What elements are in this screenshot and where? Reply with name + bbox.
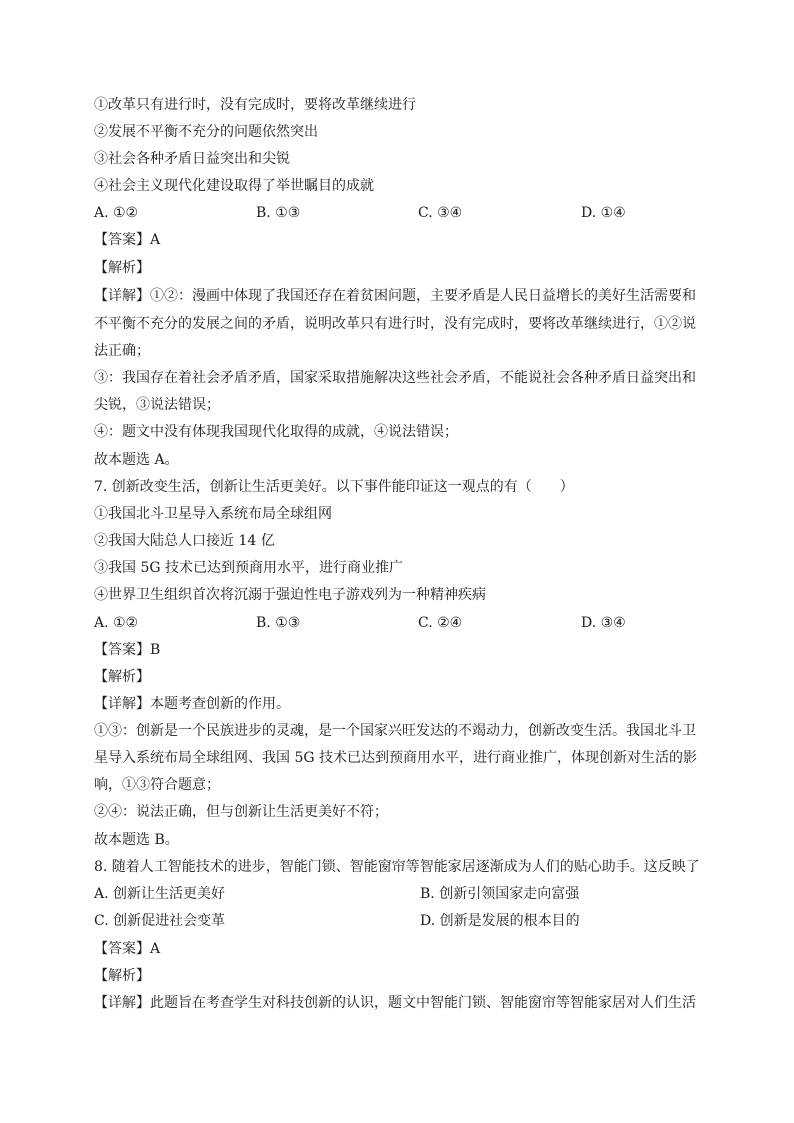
q7-stem: 7. 创新改变生活，创新让生活更美好。以下事件能印证这一观点的有（ ） — [94, 479, 574, 495]
q7-detail-3: 星导入系统布局全球组网、我国 5G 技术已达到预商用水平，进行商业推广，体现创新对生活的影 — [94, 750, 697, 766]
q8-option-b: B. 创新引领国家走向富强 — [420, 886, 580, 902]
q6-option-b: B. ①③ — [256, 205, 301, 221]
q6-detail-7: 故本题选 A。 — [94, 452, 179, 468]
q7-option-a: A. ①② — [94, 615, 139, 631]
q6-options — [94, 204, 706, 222]
q6-detail-4: ③：我国存在着社会矛盾矛盾，国家采取措施解决这些社会矛盾，不能说社会各种矛盾日益突出和 — [94, 370, 696, 386]
q8-stem: 8. 随着人工智能技术的进步，智能门锁、智能窗帘等智能家居逐渐成为人们的贴心助手。这反映了 — [94, 859, 700, 875]
q8-options-row-2 — [94, 912, 706, 930]
q6-statement-4: ④社会主义现代化建设取得了举世瞩目的成就 — [94, 178, 374, 194]
q7-statement-2: ②我国大陆总人口接近 14 亿 — [94, 533, 275, 549]
q6-detail-5: 尖锐，③说法错误； — [94, 397, 220, 413]
q6-option-d: D. ①④ — [581, 205, 626, 221]
q7-detail-1: 【详解】本题考查创新的作用。 — [94, 696, 290, 712]
q7-detail-4: 响，①③符合题意； — [94, 777, 220, 793]
q7-detail-2: ①③：创新是一个民族进步的灵魂，是一个国家兴旺发达的不竭动力，创新改变生活。我国北斗卫 — [94, 723, 696, 739]
q7-answer: 【答案】B — [94, 642, 161, 658]
q6-detail-3: 法正确； — [94, 343, 150, 359]
q7-statement-4: ④世界卫生组织首次将沉溺于强迫性电子游戏列为一种精神疾病 — [94, 587, 486, 603]
q8-option-c: C. 创新促进社会变革 — [94, 913, 226, 929]
q7-statement-3: ③我国 5G 技术已达到预商用水平，进行商业推广 — [94, 560, 403, 576]
q8-options-row-1 — [94, 885, 706, 903]
q6-statement-3: ③社会各种矛盾日益突出和尖锐 — [94, 151, 290, 167]
q7-detail-6: 故本题选 B。 — [94, 832, 179, 848]
q8-answer: 【答案】A — [94, 941, 161, 957]
q7-option-d: D. ③④ — [581, 615, 626, 631]
q6-detail-6: ④：题文中没有体现我国现代化取得的成就，④说法错误； — [94, 424, 458, 440]
q6-option-a: A. ①② — [94, 205, 139, 221]
q6-statement-2: ②发展不平衡不充分的问题依然突出 — [94, 124, 318, 140]
q7-option-c: C. ②④ — [418, 615, 463, 631]
q6-statement-1: ①改革只有进行时，没有完成时，要将改革继续进行 — [94, 97, 416, 113]
q8-detail-1: 【详解】此题旨在考查学生对科技创新的认识，题文中智能门锁、智能窗帘等智能家居对人们生活 — [94, 995, 696, 1011]
q8-option-a: A. 创新让生活更美好 — [94, 886, 226, 902]
q6-answer: 【答案】A — [94, 232, 161, 248]
q6-detail-1: 【详解】①②：漫画中体现了我国还存在着贫困问题，主要矛盾是人民日益增长的美好生活需要和 — [94, 288, 696, 304]
q7-detail-5: ②④：说法正确，但与创新让生活更美好不符； — [94, 804, 388, 820]
q6-option-c: C. ③④ — [418, 205, 463, 221]
q6-detail-2: 不平衡不充分的发展之间的矛盾，说明改革只有进行时，没有完成时，要将改革继续进行，①②说 — [94, 316, 696, 332]
q7-statement-1: ①我国北斗卫星导入系统布局全球组网 — [94, 506, 332, 522]
q6-analysis-label: 【解析】 — [94, 260, 150, 276]
q8-analysis-label: 【解析】 — [94, 968, 150, 984]
q7-option-b: B. ①③ — [256, 615, 301, 631]
q7-analysis-label: 【解析】 — [94, 669, 150, 685]
q8-option-d: D. 创新是发展的根本目的 — [420, 913, 580, 929]
q7-options — [94, 614, 706, 632]
